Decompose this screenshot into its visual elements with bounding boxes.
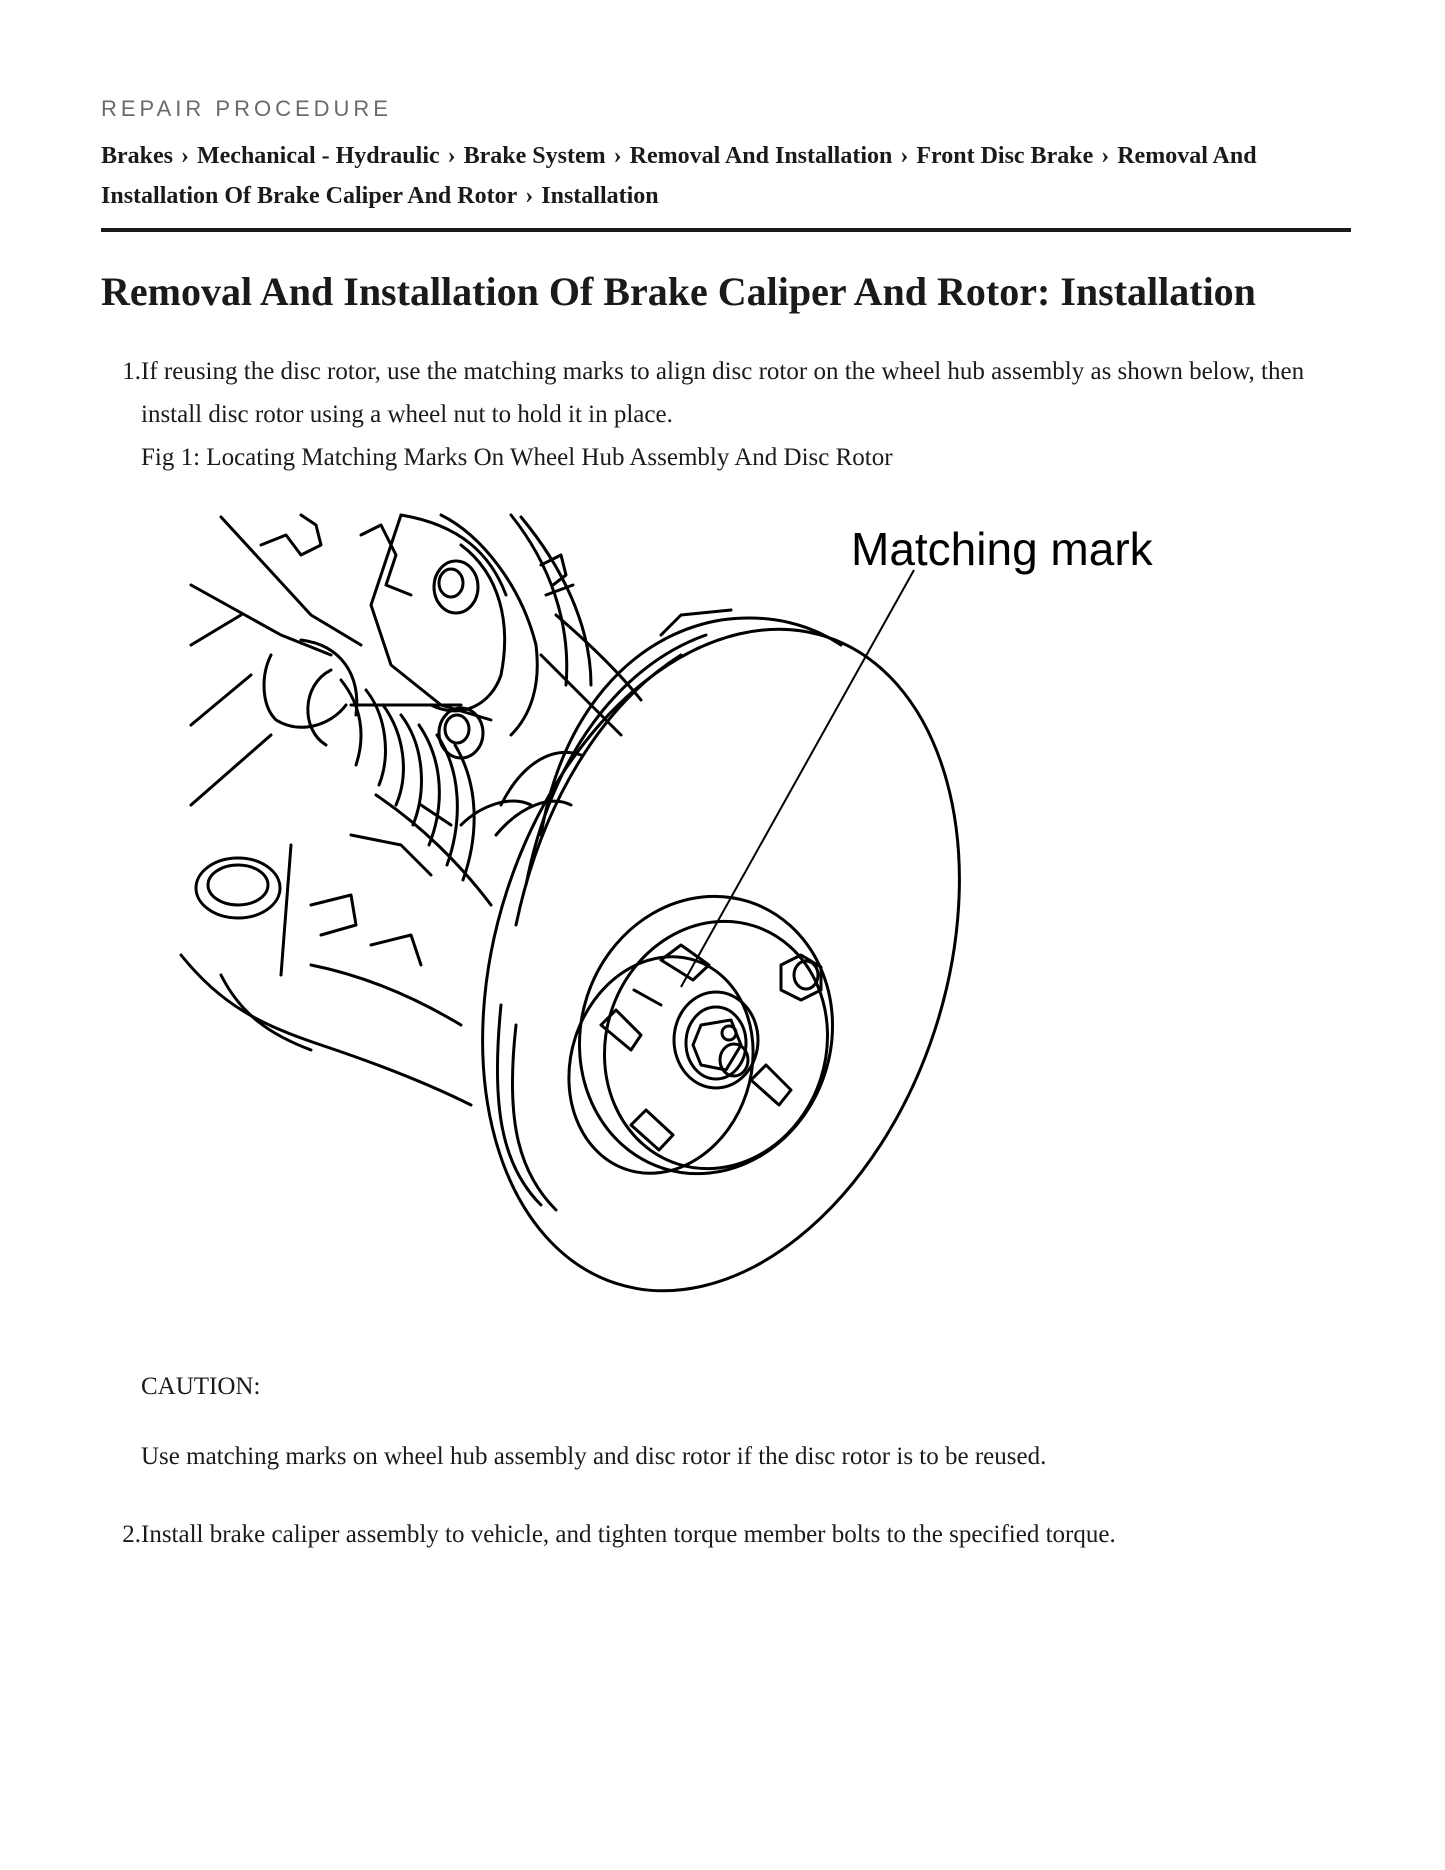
breadcrumb-separator: › xyxy=(1101,143,1110,169)
document-type-label: REPAIR PROCEDURE xyxy=(101,96,392,121)
breadcrumb-item-brakes[interactable]: Brakes xyxy=(101,143,173,169)
breadcrumb-separator: › xyxy=(525,183,534,209)
caution-heading: CAUTION: xyxy=(141,1373,261,1400)
step-text: Install brake caliper assembly to vehicle, and tighten torque member bolts to the specified torque. xyxy=(141,1521,1116,1548)
breadcrumb-separator: › xyxy=(447,143,456,169)
caution-text: Use matching marks on wheel hub assembly and disc rotor if the disc rotor is to be reused. xyxy=(141,1443,1047,1470)
figure-label: Matching mark xyxy=(851,523,1153,575)
breadcrumb-item-caliper-and-rotor[interactable]: Removal And Installation Of Brake Caliper And Rotor xyxy=(101,143,1257,209)
breadcrumb-separator: › xyxy=(613,143,622,169)
breadcrumb-item-removal-and-installation[interactable]: Removal And Installation xyxy=(629,143,893,169)
brake-rotor-illustration xyxy=(161,505,1381,1295)
figure-caption: Fig 1: Locating Matching Marks On Wheel Hub Assembly And Disc Rotor xyxy=(141,444,893,471)
breadcrumb xyxy=(101,136,1351,216)
step-text: If reusing the disc rotor, use the matching marks to align disc rotor on the wheel hub assembly as shown below, then install disc rotor using a wheel nut to hold it in place. xyxy=(141,358,1305,428)
breadcrumb-item-front-disc-brake[interactable]: Front Disc Brake xyxy=(916,143,1094,169)
breadcrumb-separator: › xyxy=(900,143,909,169)
breadcrumb-item-installation[interactable]: Installation xyxy=(541,183,659,209)
step-number: 1. xyxy=(122,358,141,385)
breadcrumb-item-mechanical-hydraulic[interactable]: Mechanical - Hydraulic xyxy=(197,143,440,169)
step-number: 2. xyxy=(122,1521,141,1548)
page-title: Removal And Installation Of Brake Caliper And Rotor: Installation xyxy=(101,269,1256,314)
breadcrumb-item-brake-system[interactable]: Brake System xyxy=(463,143,606,169)
header-divider xyxy=(101,228,1351,232)
breadcrumb-separator: › xyxy=(181,143,189,169)
